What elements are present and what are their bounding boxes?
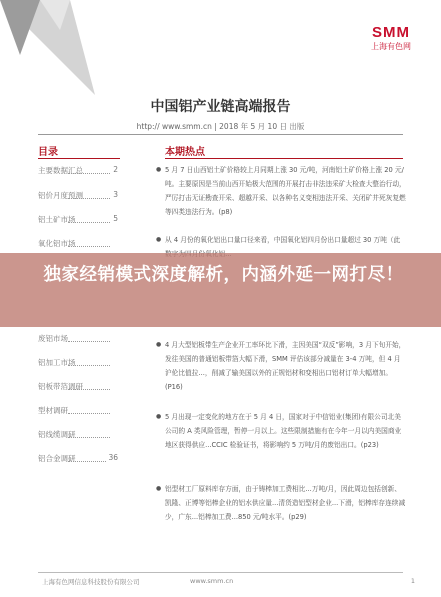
toc-item[interactable] bbox=[38, 333, 118, 344]
bullet-icon: ● bbox=[156, 236, 162, 243]
bullet-icon: ● bbox=[156, 485, 162, 492]
hot-topic-paragraph: ● 铝型材工厂原料库存方面，由于铸棒加工费相比...万吨/月，因此周边包括创新、凯隆、正博等铝棒企业的铝水供应量...清货造铝型材企业...下滑，铝棒库存连续减少，广东...铝棒加工费...850 元/吨水平。(p29) bbox=[156, 482, 406, 524]
logo-subtext: 上海有色网 bbox=[371, 42, 411, 51]
toc-item[interactable] bbox=[38, 165, 118, 176]
footer-website[interactable]: www.smm.cn bbox=[190, 577, 234, 585]
report-subtitle: http:// www.smm.cn | 2018 年 5 月 10 日 出版 bbox=[136, 122, 305, 131]
bullet-icon: ● bbox=[156, 166, 162, 173]
hot-topic-paragraph: ● 从 4 月份的氧化铝出口量口径来看，中国氧化铝四月份出口量超过 30 万吨（此 bbox=[156, 233, 406, 261]
hot-topics-divider bbox=[165, 158, 403, 159]
headline-text: 独家经销模式深度解析，内涵外延一网打尽！ bbox=[43, 265, 404, 285]
toc-item-label: 废铝市场 bbox=[38, 334, 68, 343]
toc-item-label: 氧化铝市场 bbox=[38, 239, 76, 248]
toc-item[interactable] bbox=[38, 381, 118, 392]
footer-divider bbox=[38, 572, 403, 573]
toc-item-label: 铝板带箔调研 bbox=[38, 382, 83, 391]
decorative-triangles bbox=[0, 0, 130, 100]
smm-logo bbox=[371, 24, 411, 52]
toc-item-label: 铝加工市场 bbox=[38, 358, 76, 367]
hot-topics-heading: 本期热点 bbox=[165, 147, 205, 158]
toc-item-label: 铝合金调研 bbox=[38, 454, 76, 463]
toc-item-page: 2 bbox=[113, 165, 118, 174]
toc-item-label: 铝价月度预测 bbox=[38, 191, 83, 200]
toc-item-label: 主要数据汇总 bbox=[38, 166, 83, 175]
toc-heading: 目录 bbox=[38, 147, 58, 158]
toc-item-page: 3 bbox=[113, 190, 118, 199]
toc-item[interactable] bbox=[38, 214, 118, 225]
footer-page-number: 1 bbox=[410, 577, 415, 585]
toc-item[interactable] bbox=[38, 429, 118, 440]
toc-item-page: 36 bbox=[108, 453, 118, 462]
toc-item-label: 铝线缆调研 bbox=[38, 430, 76, 439]
hot-topic-paragraph: ● 4 月大型铝板带生产企业开工率环比下滑，主因美国“双反”影响，3 月下旬开始，发往美国的普通铝板带箔大幅下滑，SMM 评估该部分减量在 3-4 万吨，但 4 月沪伦比值拉...，削减了输美国以外的正规铝材和变相出口铝材订单大幅增加。(P16) bbox=[156, 338, 406, 394]
report-title: 中国铝产业链高端报告 bbox=[150, 99, 291, 115]
header-divider bbox=[38, 134, 403, 135]
toc-item[interactable] bbox=[38, 453, 118, 464]
hot-topic-paragraph: ● 5 月出现一定变化的地方在于 5 月 4 日，国家对于中信铝业(集团)有限公司北美公司的 A 类风险管理，暂停一月以上。这些限制措施有在今年一月以内美国商业地区获得供应...CCIC 检验证书，将影响约 5 万吨/月的废铝出口。(p23) bbox=[156, 410, 406, 466]
bullet-icon: ● bbox=[156, 341, 162, 348]
toc-item[interactable] bbox=[38, 357, 118, 368]
logo-text: SMM bbox=[372, 24, 410, 41]
toc-item[interactable] bbox=[38, 238, 118, 249]
toc-item[interactable] bbox=[38, 405, 118, 416]
toc-item-label: 型材调研 bbox=[38, 406, 68, 415]
bullet-icon: ● bbox=[156, 413, 162, 420]
toc-item-label: 铝土矿市场 bbox=[38, 215, 76, 224]
toc-divider bbox=[38, 158, 120, 159]
toc-item-page: 5 bbox=[113, 214, 118, 223]
hot-topic-paragraph: ● 5 月 7 日山西铝土矿价格较上月同期上涨 30 元/吨，河南铝土矿价格上涨 20 元/吨。主要原因是当前山西开始极大范围的开展打击非法违采矿大检查大整治行动，严厉打击无证勘查开采、超越开采、以各种名义变相违法开采、关闭矿井死灰复燃等四类违法行为。(p8) bbox=[156, 163, 406, 247]
toc-item[interactable] bbox=[38, 190, 118, 201]
footer-company: 上海有色网信息科技股份有限公司 bbox=[42, 578, 140, 586]
